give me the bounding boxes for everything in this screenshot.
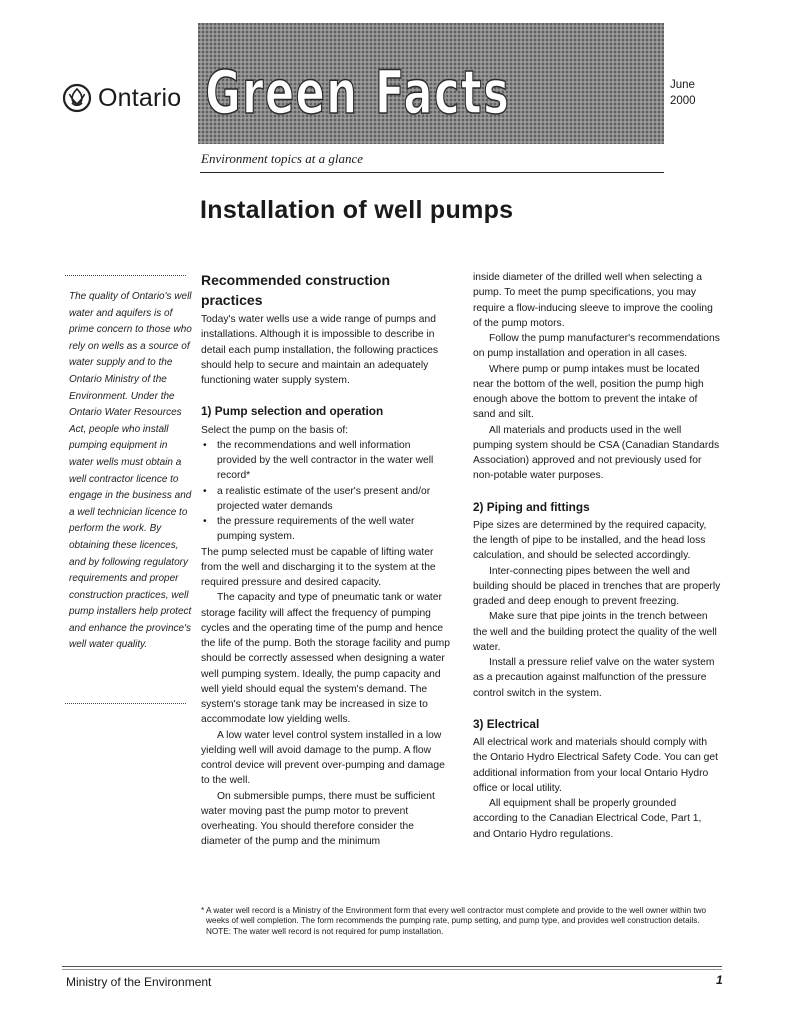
date-year: 2000 [670,95,696,107]
piping-heading: 2) Piping and fittings [473,499,590,514]
bullet-dot-icon: • [203,516,207,527]
footer-ministry: Ministry of the Environment [66,975,212,989]
ontario-logo [62,80,187,116]
section-heading: Recommended construction practices [201,272,391,308]
selection-lead: Select the pump on the basis of: [201,424,349,436]
date-month: June [670,79,695,91]
body-paragraph: A low water level control system installed in a low yielding well will avoid damage to the pump. A flow control device will prevent over-pumping and damage to the well. [201,729,445,787]
body-paragraph: All materials and products used in the well pumping system should be CSA (Canadian Standards Association) approved and not previously used for non-potable water purposes. [473,424,720,482]
trillium-icon [62,83,92,113]
body-paragraph: Inter-connecting pipes between the well and building should be placed in trenches that are properly graded and deep enough to prevent freezing. [473,565,721,607]
selection-list [201,438,451,545]
column-1 [201,270,451,850]
subtitle: Environment topics at a glance [201,151,363,166]
body-paragraph: The capacity and type of pneumatic tank or water storage facility will affect the frequency of pumping cycles and the operating time of the pump and hence the life of the pump. Both the storage facility and pump should be correctly assessed when designing a water well pumping system. Ideally, the pump capacity and well yield should equal the system's demand. The system's storage tank may be increased in size to accommodate low yielding wells. [201,592,450,726]
body-paragraph: All equipment shall be properly grounded according to the Canadian Electrical Code, Part 1, and Ontario Hydro regulations. [473,798,702,840]
banner-title: Green Facts [205,57,511,128]
electrical-heading: 3) Electrical [473,716,540,731]
body-paragraph: inside diameter of the drilled well when selecting a pump. To meet the pump specifications, you may require a flow-inducing sleeve to improve the cooling of the pump motors. [473,272,713,329]
body-paragraph: On submersible pumps, there must be sufficient water moving past the pump motor to prevent overheating. You should therefore consider the diameter of the pump and the minimum [201,790,435,848]
body-paragraph: Pipe sizes are determined by the required capacity, the length of pipe to be installed, and the head loss calculation, and should be selected accordingly. [473,519,707,562]
column-2 [473,270,721,842]
list-item: • the pressure requirements of the well water pumping system. [203,516,415,543]
page-title: Installation of well pumps [200,196,514,224]
footnote: * A water well record is a Ministry of the Environment form that every well contractor must complete and provide to the well owner within two weeks of well completion. The form recommends the pumping rate, pump setting, and pump type, and provides well construction details. NOTE: The water well record is not required for pump installation. [201,906,707,936]
intro-paragraph: Today's water wells use a wide range of pumps and installations. Although it is impossible to describe in detail each pump installation, the following practices should help to secure and maintain an adequately functioning water supply system. [201,314,438,386]
bullet-dot-icon: • [203,485,207,497]
body-paragraph: Where pump or pump intakes must be located near the bottom of the well, position the pump high enough above the bottom to prevent the intake of sand and silt. [473,363,704,421]
list-item: • a realistic estimate of the user's present and/or projected water demands [203,485,431,512]
sidebar-bottom-rule [65,703,186,704]
logo-text: Ontario [98,83,182,112]
subtitle-rule [200,172,664,173]
page-number: 1 [716,973,723,987]
body-paragraph: The pump selected must be capable of lifting water from the well and discharging it to the system at the required pressure and desired capacity. [201,546,436,588]
body-paragraph: Install a pressure relief valve on the water system as a precaution against malfunction of the pressure control switch in the system. [473,657,715,699]
footer-rule-secondary [62,969,722,970]
body-paragraph: All electrical work and materials should comply with the Ontario Hydro Electrical Safety Code. You can get additional information from your local Ontario Hydro office or local utility. [473,737,718,794]
list-item: • the recommendations and well information provided by the well contractor in the water well record* [203,439,434,482]
body-paragraph: Follow the pump manufacturer's recommendations on pump installation and operation in all cases. [473,333,720,360]
sidebar-text: The quality of Ontario's well water and aquifers is of prime concern to those who rely on wells as a source of water supply and to the Ontario Ministry of the Environment. Under the Ontario Water Resources Act, people who install pumping equipment in water wells must obtain a well contractor licence to engage in the business and a well technician licence to perform the work. By obtaining these licences, and by following regulatory requirements and proper construction practices, well pump installers help protect and enhance the province's well water quality. [69,291,192,651]
footer-rule [62,966,722,967]
bullet-dot-icon: • [203,439,207,451]
issue-date [670,77,696,109]
green-facts-banner [198,23,664,144]
pump-selection-heading: 1) Pump selection and operation [201,404,384,419]
body-paragraph: Make sure that pipe joints in the trench between the well and the building protect the quality of the well water. [473,611,717,653]
sidebar-top-rule [65,275,186,276]
